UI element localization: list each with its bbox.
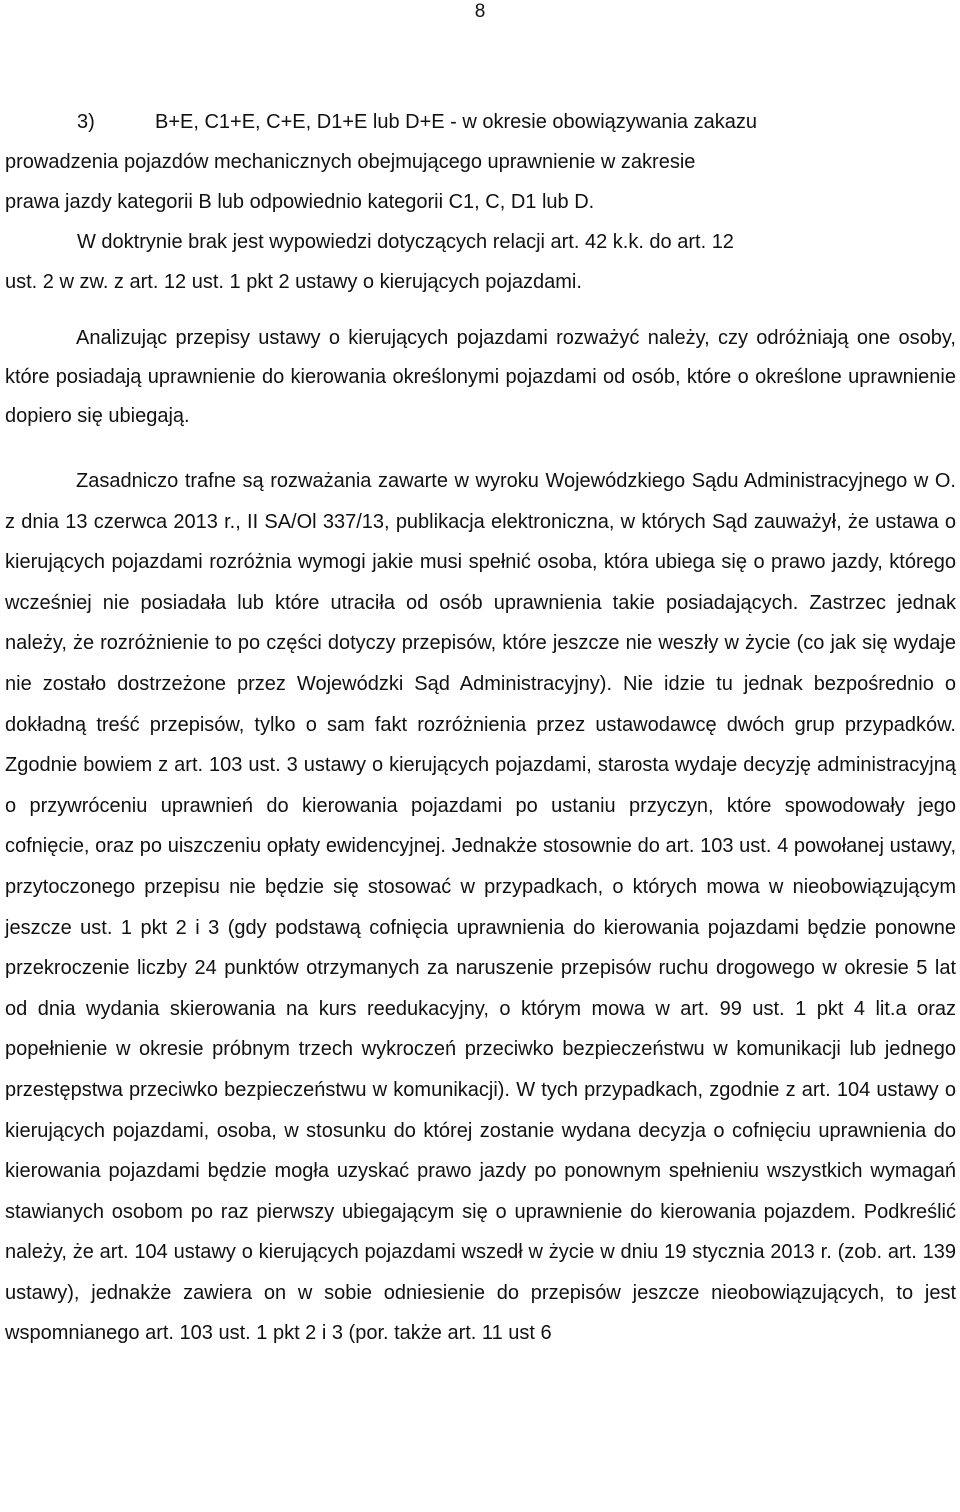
paragraph-analysis: Analizując przepisy ustawy o kierujących pojazdami rozważyć należy, czy odróżniają one osoby, które posiadają uprawnienie do kierowania określonymi pojazdami od osób, które o określone uprawnienie dopiero się ubiegają. xyxy=(5,327,956,427)
list-item-3-line-2: prowadzenia pojazdów mechanicznych obejmującego uprawnienie w zakresie xyxy=(5,151,696,173)
paragraph-main: Zasadniczo trafne są rozważania zawarte w wyroku Wojewódzkiego Sądu Administracyjnego w O. z dnia 13 czerwca 2013 r., II SA/Ol 337/13, publikacja elektroniczna, w których Sąd zauważył, że ustawa o kierujących pojazdami rozróżnia wymogi jakie musi spełnić osoba, która ubiega się o prawo jazdy, którego wcześniej nie posiadała lub które utraciła od osób uprawnienia takie posiadających. Zastrzec jednak należy, że rozróżnienie to po części dotyczy przepisów, które jeszcze nie weszły w życie (co jak się wydaje nie zostało dostrzeżone przez Wojewódzki Sąd Administracyjny). Nie idzie tu jednak bezpośrednio o dokładną treść przepisów, tylko o sam fakt rozróżnienia przez ustawodawcę dwóch grup przypadków. Zgodnie bowiem z art. 103 ust. 3 ustawy o kierujących pojazdami, starosta wydaje decyzję administracyjną o przywróceniu uprawnień do kierowania pojazdami po ustaniu przyczyn, które spowodowały jego cofnięcie, oraz po uiszczeniu opłaty ewidencyjnej. Jednakże stosownie do art. 103 ust. 4 powołanej ustawy, przytoczonego przepisu nie będzie się stosować w przypadkach, o których mowa w nieobowiązującym jeszcze ust. 1 pkt 2 i 3 (gdy podstawą cofnięcia uprawnienia do kierowania pojazdami będzie ponowne przekroczenie liczby 24 punktów otrzymanych za naruszenie przepisów ruchu drogowego w okresie 5 lat od dnia wydania skierowania na kurs reedukacyjny, o którym mowa w art. 99 ust. 1 pkt 4 lit.a oraz popełnienie w okresie próbnym trzech wykroczeń przeciwko bezpieczeństwu w komunikacji lub jednego przestępstwa przeciwko bezpieczeństwu w komunikacji). W tych przypadkach, zgodnie z art. 104 ustawy o kierujących pojazdami, osoba, w stosunku do której zostanie wydana decyzja o cofnięciu uprawnienia do kierowania pojazdami będzie mogła uzyskać prawo jazdy po ponownym spełnieniu wszystkich wymagań stawianych osobom po raz pierwszy ubiegającym się o uprawnienie do kierowania pojazdem. Podkreślić należy, że art. 104 ustawy o kierujących pojazdami wszedł w życie w dniu 19 stycznia 2013 r. (zob. art. 139 ustawy), jednakże zawiera on w sobie odniesienie do przepisów jeszcze nieobowiązujących, to jest wspomnianego art. 103 ust. 1 pkt 2 i 3 (por. także art. 11 ust 6 xyxy=(5,470,956,1345)
list-item-3-text-1: B+E, C1+E, C+E, D1+E lub D+E - w okresie obowiązywania zakazu xyxy=(155,111,757,133)
list-item-3-line-4: W doktrynie brak jest wypowiedzi dotyczących relacji art. 42 k.k. do art. 12 xyxy=(77,231,734,253)
list-item-number: 3) xyxy=(77,111,95,133)
list-item-3-line-1 xyxy=(5,102,956,142)
list-item-3 xyxy=(5,102,956,302)
list-item-3-line-5: ust. 2 w zw. z art. 12 ust. 1 pkt 2 ustawy o kierujących pojazdami. xyxy=(5,271,582,293)
list-item-3-line-3: prawa jazdy kategorii B lub odpowiednio kategorii C1, C, D1 lub D. xyxy=(5,191,595,213)
page-number: 8 xyxy=(474,1,486,22)
